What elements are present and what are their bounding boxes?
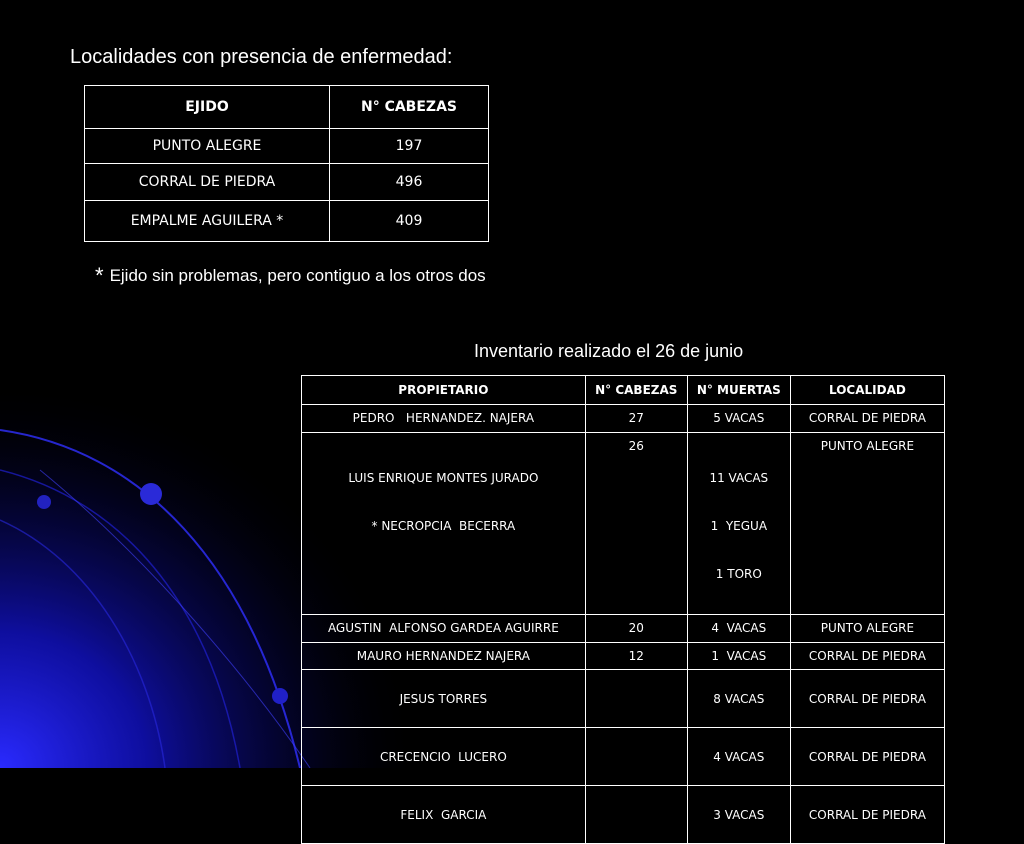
muertas-line: 1 VACAS [711,649,767,663]
muertas-cell [687,786,790,844]
cabezas-cell [585,670,687,728]
column-header-propietario: PROPIETARIO [302,376,586,405]
cabezas-cell: 26 [585,433,687,615]
table-row [85,201,489,242]
ejido-cell: CORRAL DE PIEDRA [85,164,330,201]
cabezas-cell: 12 [585,643,687,670]
muertas-cell [687,728,790,786]
cabezas-cell: 197 [330,129,489,164]
cabezas-cell [585,728,687,786]
column-header-cabezas: N° CABEZAS [330,86,489,129]
inventory-caption: Inventario realizado el 26 de junio [474,341,744,361]
propietario-line: CRECENCIO LUCERO [379,749,507,764]
footnote-asterisk: * [95,263,104,288]
table-row [302,643,945,670]
propietario-line: AGUSTIN ALFONSO GARDEA AGUIRRE [327,621,559,635]
ejido-cell: PUNTO ALEGRE [85,129,330,164]
muertas-cell [687,643,790,670]
table-row [302,405,945,433]
propietario-line: JESUS TORRES [399,691,488,706]
muertas-line: 8 VACAS [713,691,765,706]
table-header-row [85,86,489,129]
muertas-cell [687,615,790,643]
cabezas-cell: 27 [585,405,687,433]
propietario-line: LUIS ENRIQUE MONTES JURADO [348,471,539,485]
muertas-line: 4 VACAS [711,621,767,635]
muertas-line: 3 VACAS [713,807,765,822]
muertas-line: 5 VACAS [713,411,765,425]
column-header-cabezas: N° CABEZAS [585,376,687,405]
table-row [85,164,489,201]
cabezas-cell: 20 [585,615,687,643]
muertas-cell [687,670,790,728]
localidad-cell: CORRAL DE PIEDRA [790,728,944,786]
cabezas-cell: 409 [330,201,489,242]
propietario-note-line: * NECROPCIA BECERRA [371,519,516,533]
table-row [302,728,945,786]
propietario-cell [302,670,586,728]
inventory-table [301,375,945,844]
table-row [302,615,945,643]
localidad-cell: CORRAL DE PIEDRA [790,670,944,728]
column-header-localidad: LOCALIDAD [790,376,944,405]
column-header-ejido: EJIDO [85,86,330,129]
propietario-cell [302,433,586,615]
muertas-line: 4 VACAS [713,749,765,764]
table-header-row [302,376,945,405]
muertas-line: 11 VACAS [709,471,769,485]
propietario-cell [302,405,586,433]
column-header-muertas: N° MUERTAS [687,376,790,405]
propietario-line: PEDRO HERNANDEZ. NAJERA [352,411,535,425]
propietario-cell [302,643,586,670]
table-row [302,786,945,844]
table-row [302,670,945,728]
table-row [302,433,945,615]
ejido-table [84,85,489,242]
propietario-cell [302,728,586,786]
localidad-cell: PUNTO ALEGRE [790,615,944,643]
muertas-line: 1 TORO [715,567,762,581]
propietario-line: MAURO HERNANDEZ NAJERA [356,649,530,663]
footnote [95,263,486,289]
cabezas-cell [585,786,687,844]
localidad-cell: CORRAL DE PIEDRA [790,643,944,670]
cabezas-cell: 496 [330,164,489,201]
localidad-cell: CORRAL DE PIEDRA [790,405,944,433]
ejido-cell: EMPALME AGUILERA * [85,201,330,242]
muertas-cell [687,433,790,615]
propietario-line: FELIX GARCIA [400,807,487,822]
muertas-line: 1 YEGUA [710,519,768,533]
footnote-text: Ejido sin problemas, pero contiguo a los otros dos [109,266,486,285]
table-row [85,129,489,164]
page-heading: Localidades con presencia de enfermedad: [70,46,453,68]
localidad-cell: CORRAL DE PIEDRA [790,786,944,844]
muertas-cell [687,405,790,433]
propietario-cell [302,786,586,844]
propietario-cell [302,615,586,643]
localidad-cell: PUNTO ALEGRE [790,433,944,615]
